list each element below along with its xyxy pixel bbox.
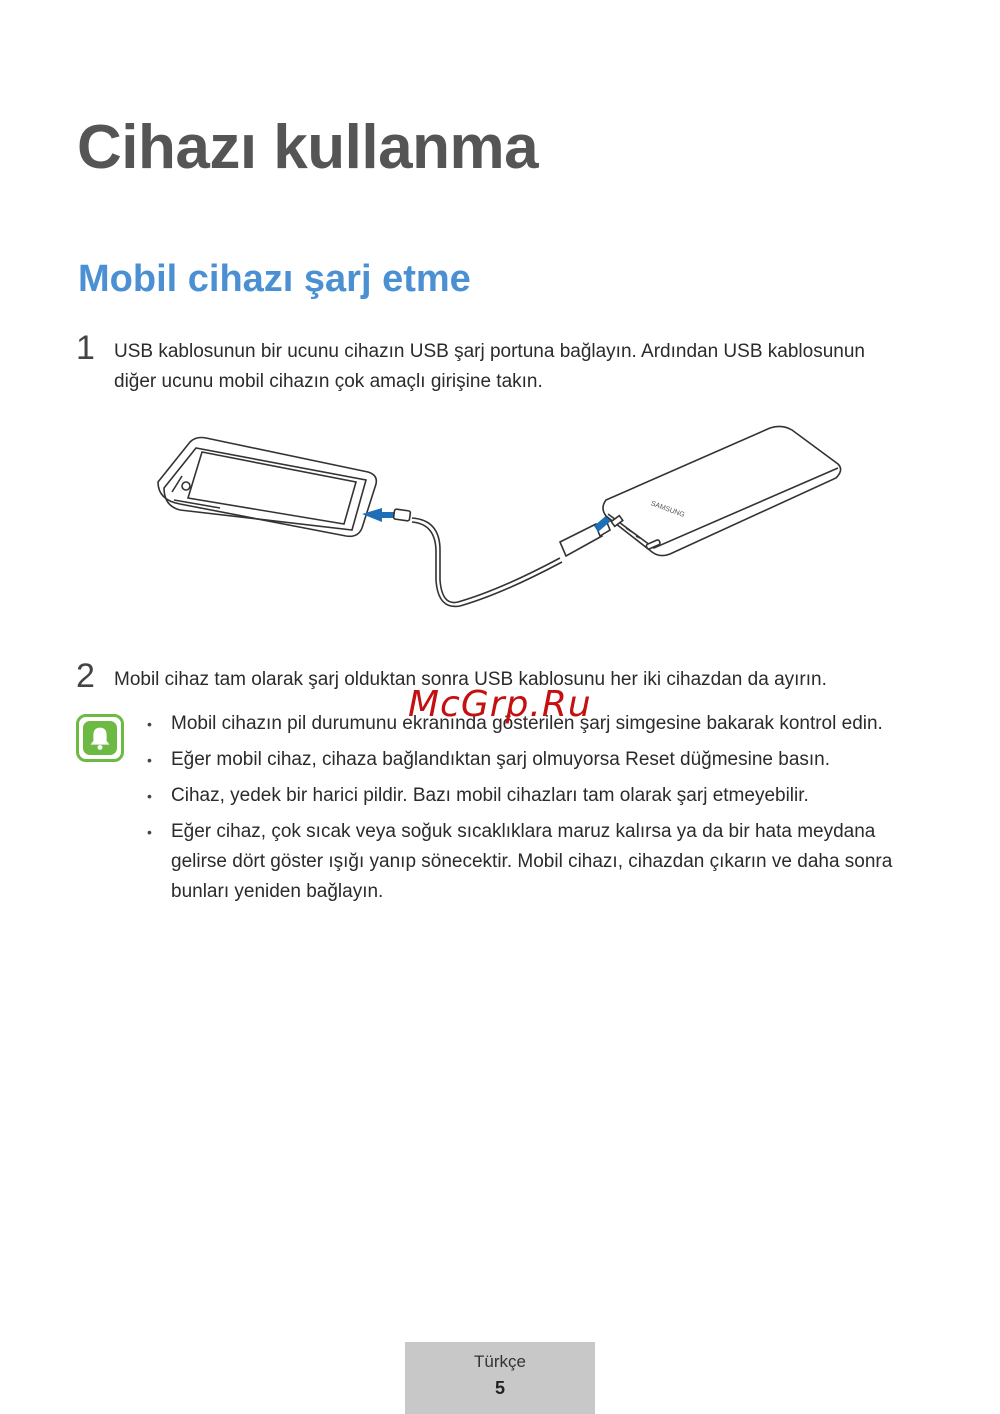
phone-image bbox=[158, 438, 376, 537]
powerbank-image bbox=[603, 426, 841, 555]
list-item: • Cihaz, yedek bir harici pildir. Bazı mobil cihazları tam olarak şarj etmeyebilir. bbox=[147, 785, 809, 806]
chapter-title: Cihazı kullanma bbox=[77, 113, 539, 182]
usb-cable bbox=[393, 509, 610, 607]
notification-bell-icon bbox=[76, 714, 124, 762]
page-footer bbox=[405, 1342, 595, 1414]
step-number: 2 bbox=[76, 657, 95, 695]
step-text: USB kablosunun bir ucunu cihazın USB şarj portuna bağlayın. Ardından USB kablosunun diğer ucunu mobil cihazın çok amaçlı girişine takın. bbox=[114, 341, 865, 392]
list-item: • Eğer cihaz, çok sıcak veya soğuk sıcaklıklara maruz kalırsa ya da bir hata meydana gelirse dört göster ışığı yanıp sönecektir. Mobil cihazı, cihazdan çıkarın ve daha sonra bunları yeniden bağlayın. bbox=[147, 821, 893, 902]
brand-label: SAMSUNG bbox=[649, 500, 686, 520]
step-1 bbox=[76, 329, 906, 397]
list-item: • Mobil cihazın pil durumunu ekranında gösterilen şarj simgesine bakarak kontrol edin. bbox=[147, 713, 883, 734]
section-title: Mobil cihazı şarj etme bbox=[78, 258, 471, 300]
footer-language: Türkçe bbox=[474, 1352, 526, 1371]
step-text: Mobil cihaz tam olarak şarj olduktan sonra USB kablosunu her iki cihazdan da ayırın. bbox=[114, 669, 827, 690]
step-number: 1 bbox=[76, 329, 95, 367]
charging-illustration bbox=[150, 420, 850, 620]
page-number: 5 bbox=[494, 1378, 505, 1398]
watermark: McGrp.Ru bbox=[408, 684, 592, 725]
notes-list bbox=[145, 709, 905, 913]
list-item: • Eğer mobil cihaz, cihaza bağlandıktan şarj olmuyorsa Reset düğmesine basın. bbox=[147, 749, 831, 770]
